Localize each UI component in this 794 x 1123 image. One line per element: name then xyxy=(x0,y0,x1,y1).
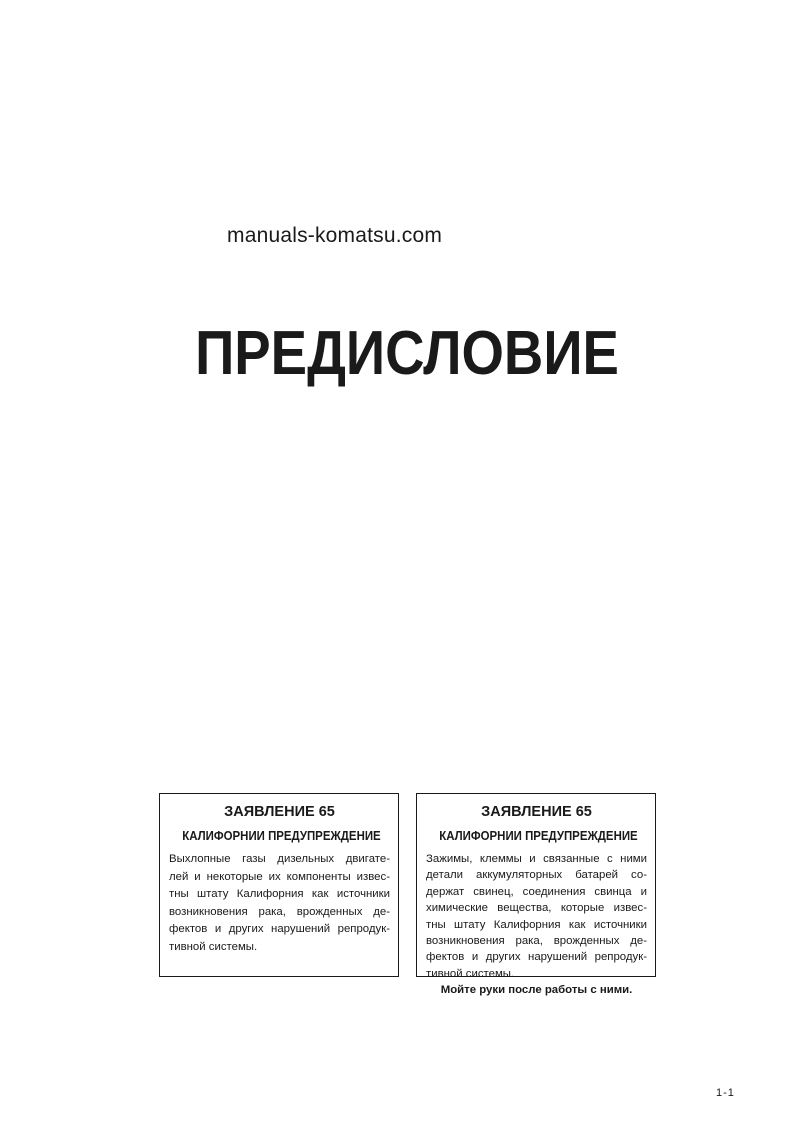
warning-line: фектов и других нарушений репродук- xyxy=(426,951,647,964)
warning-line: тны штату Калифорния как источники xyxy=(426,918,647,931)
prop65-warning-box-battery xyxy=(416,793,656,997)
warning-line: тивной системы. xyxy=(169,940,258,953)
watermark-url: manuals-komatsu.com xyxy=(227,224,443,247)
wash-hands-note: Мойте руки после работы с ними. xyxy=(440,984,633,997)
page-number: 1-1 xyxy=(716,1087,735,1099)
warning-heading: ЗАЯВЛЕНИЕ 65 xyxy=(481,804,592,820)
warning-line: детали аккумуляторных батарей со- xyxy=(426,869,647,882)
warning-line: возникновения рака, врожденных де- xyxy=(426,935,647,948)
prop65-warning-box-exhaust xyxy=(159,793,399,977)
warning-heading: ЗАЯВЛЕНИЕ 65 xyxy=(224,804,335,820)
warning-line: фектов и других нарушений репродук- xyxy=(169,923,390,935)
warning-subheading: КАЛИФОРНИИ ПРЕДУПРЕЖДЕНИЕ xyxy=(182,828,381,843)
warning-line: Зажимы, клеммы и связанные с ними xyxy=(426,853,647,865)
warning-body xyxy=(426,851,647,982)
warning-line: Выхлопные газы дизельных двигате- xyxy=(169,853,390,865)
warning-subheading: КАЛИФОРНИИ ПРЕДУПРЕЖДЕНИЕ xyxy=(439,828,638,843)
warning-body xyxy=(169,851,390,956)
warning-line: тны штату Калифорния как источники xyxy=(169,888,390,900)
warning-line: возникновения рака, врожденных де- xyxy=(169,905,390,918)
warning-line: держат свинец, соединения свинца и xyxy=(426,885,647,898)
warning-line: химические вещества, которые извес- xyxy=(426,902,647,915)
page-title: ПРЕДИСЛОВИЕ xyxy=(195,319,619,388)
warning-line: лей и некоторые их компоненты извес- xyxy=(169,870,390,883)
warning-line: тивной системы. xyxy=(426,967,515,980)
